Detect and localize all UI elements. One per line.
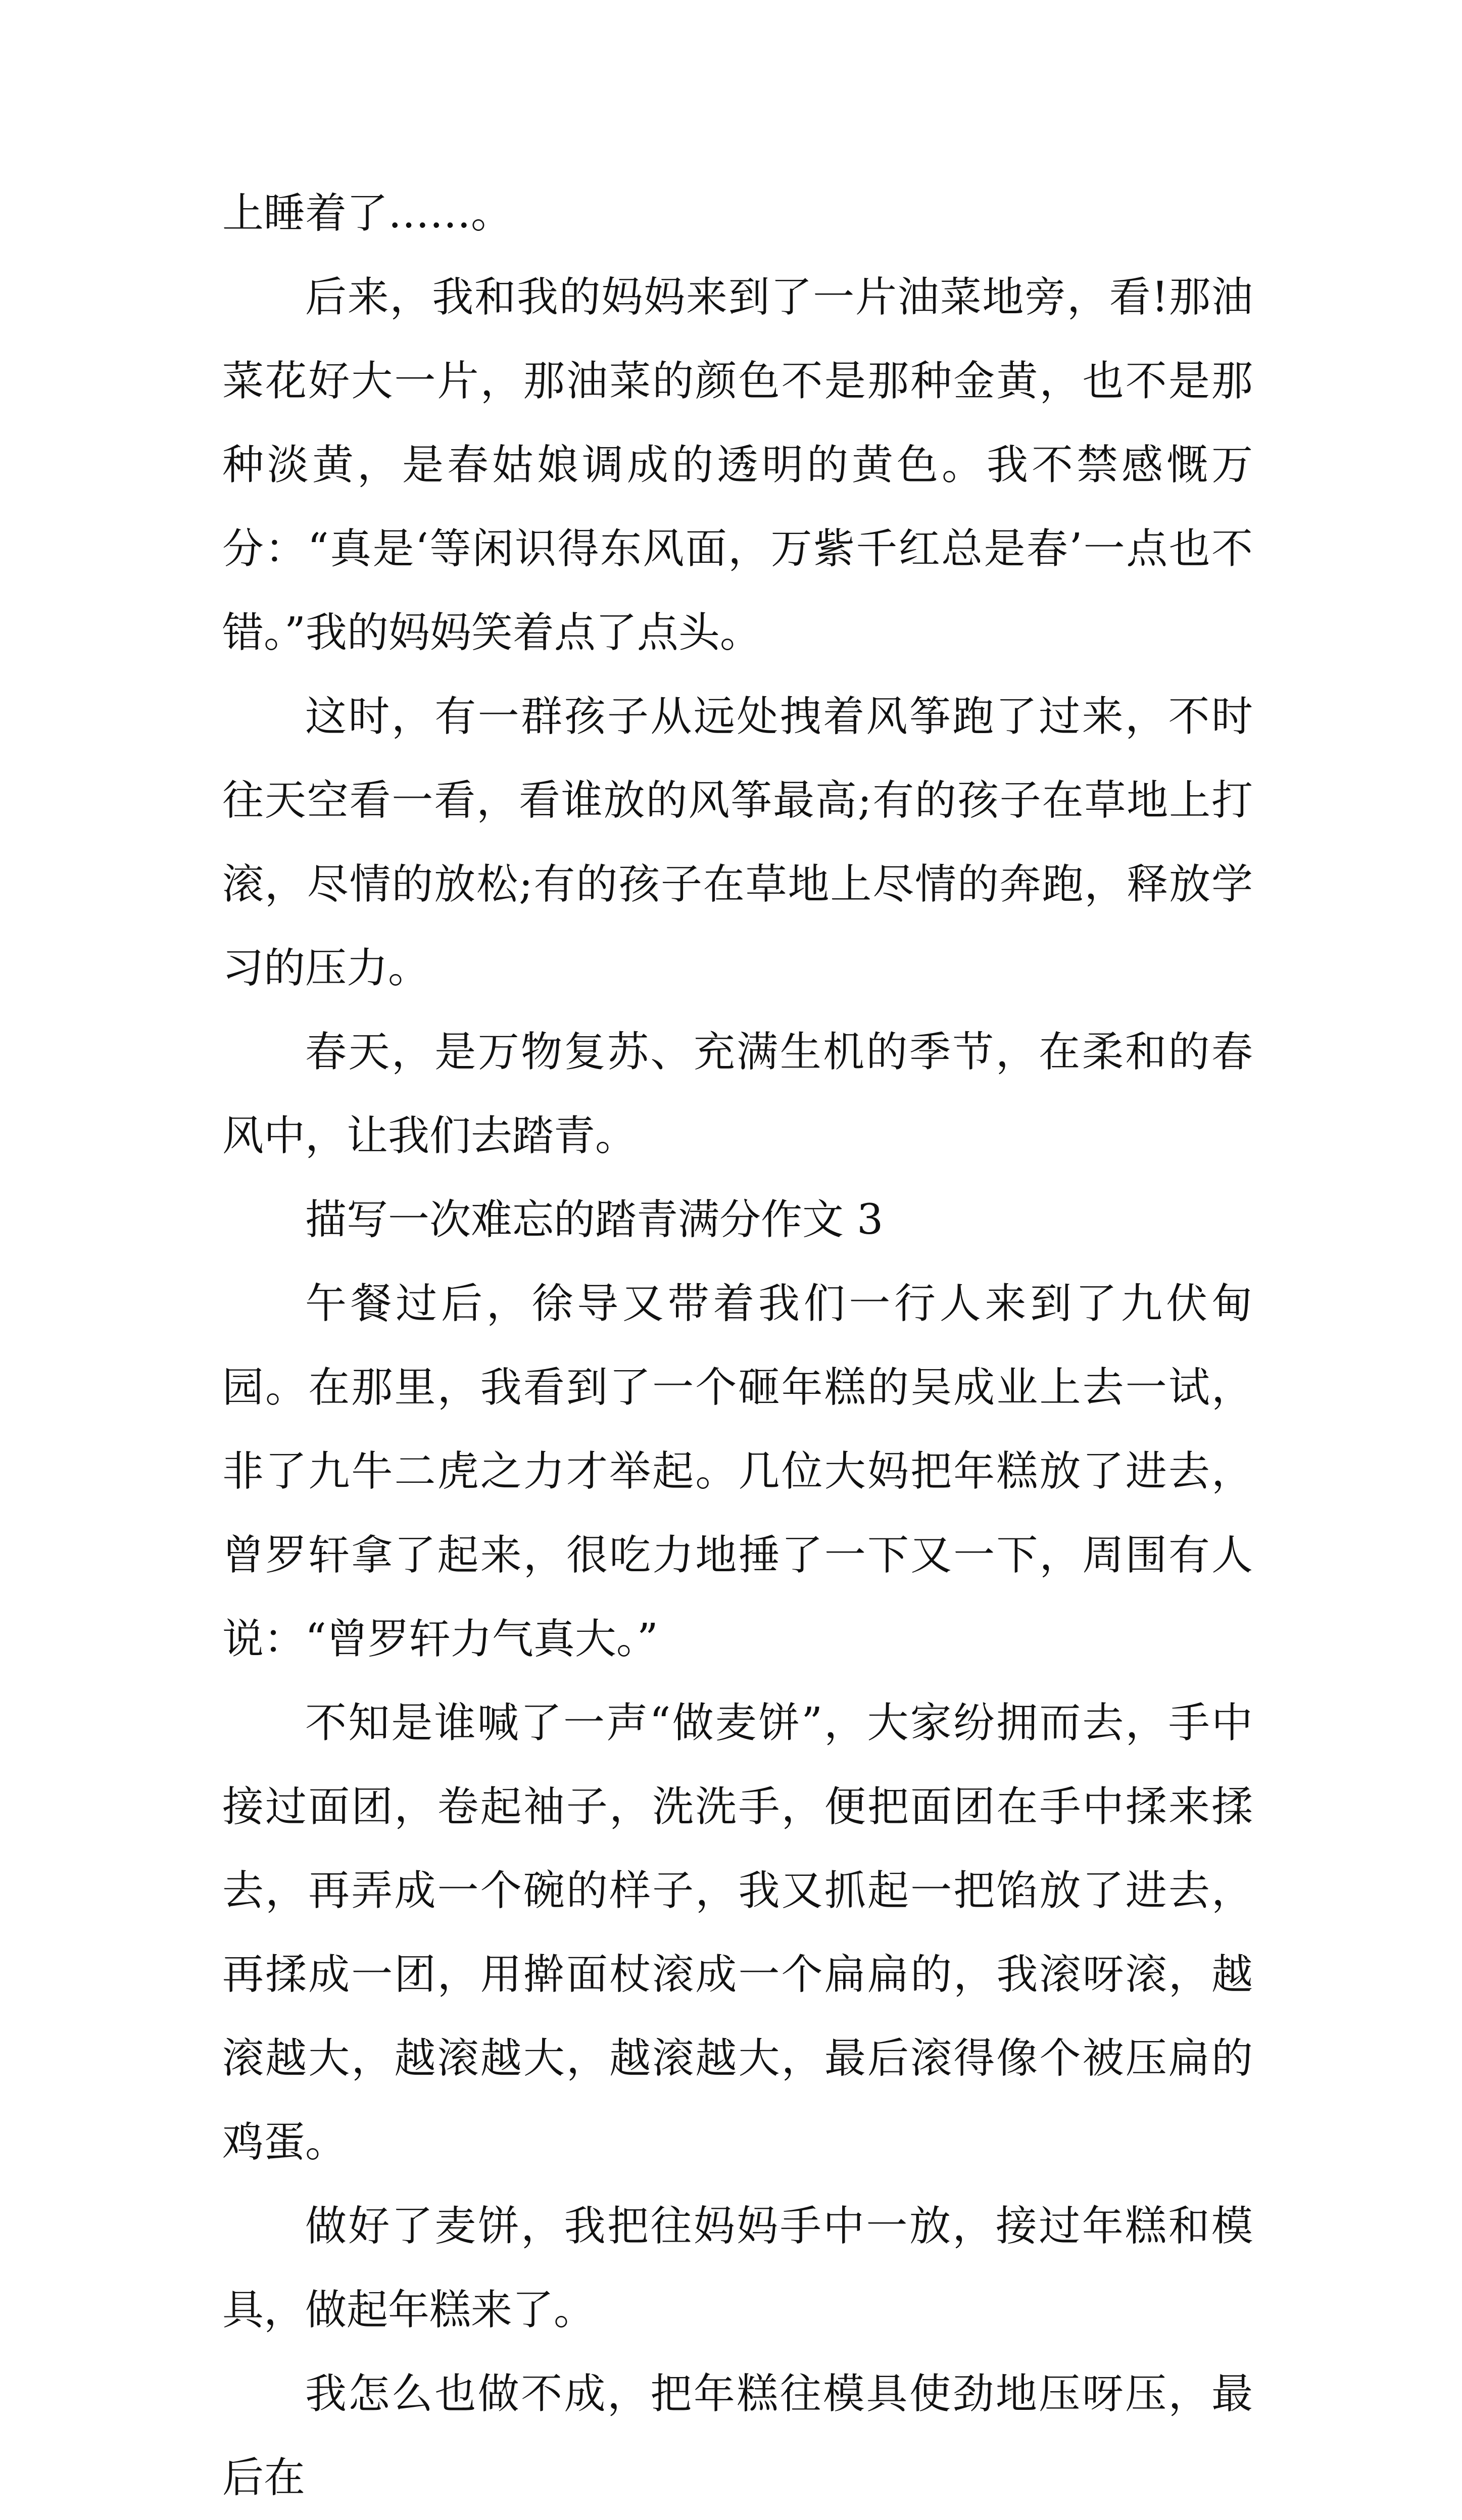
paragraph-spring-outing: 春天，是万物复苏、充满生机的季节，在柔和的春风中，让我们去踏青。 xyxy=(222,1028,1253,1160)
paragraph-rice-cake: 午餐过后，徐导又带着我们一行人来到了九伏甸园。在那里，我看到了一个砸年糕的吴成业上去一试，非了九牛二虎之力才举起。几位大妈把年糕放了进去，曾罗轩拿了起来，很吃力地捶了一下又一下，周围有人说：“曾罗轩力气真大。” xyxy=(222,1280,1253,1663)
document-body xyxy=(222,172,1253,2520)
paragraph-making-cake: 做好了麦饼，我把往妈妈手中一放，接过年糕和模具，做起年糕来了。 xyxy=(222,2202,1253,2334)
paragraph-wheat-pancake: 不知是谁喊了一声“做麦饼”，大家纷拥而去，手中接过面团，卷起袖子，洗洗手，便把面团在手中揉来揉去，再弄成一个碗的样子，我又抓起一把馅放了进去，再揉成一团，用擀面杖滚成一个扁扁的，我滚呀滚，越滚越大，越滚越大，越滚越大，最后滚得像个被压扁的鸡蛋。 xyxy=(222,1699,1253,2166)
paragraph-continuation: 上睡着了……。 xyxy=(222,189,513,237)
paragraph-rapeseed-field: 后来，我和我的妈妈来到了一片油菜地旁，看!那油菜花好大一片，那油菜的颜色不是那种金黄，也不是那种淡黄，是春姑娘调成的透明的黄色。我不禁感慨万分：“真是‘等闲识得东风面，万紫千红总是春’一点也不错。”我的妈妈笑着点了点头。 xyxy=(222,273,1253,657)
paragraph-kites: 这时，有一群孩子从远处拽着风筝跑了过来，不时往天空看一看，看谁放的风筝最高;有的孩子在草地上打滚，尽情的放松;有的孩子在草地上尽情的奔跑，释放学习的压力。 xyxy=(222,693,1253,992)
essay-heading: 描写一次难忘的踏青满分作文 3 xyxy=(305,1196,884,1244)
paragraph-mold: 我怎么也做不成，把年糕往模具使劲地压呀压，最后在 xyxy=(222,2370,1253,2502)
